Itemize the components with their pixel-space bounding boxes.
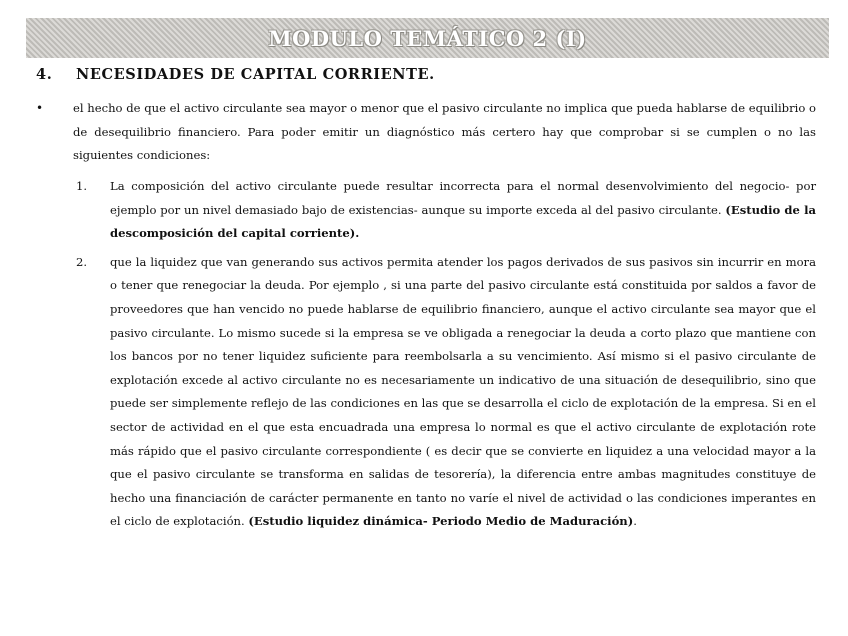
section-heading xyxy=(36,66,435,83)
list-item xyxy=(76,251,816,534)
list-item-number: 2. xyxy=(76,254,88,269)
list-item-body: La composición del activo circulante puede resultar incorrecta para el normal desenvolvimiento del negocio- por ejemplo por un nivel demasiado bajo de existencias- aunque su importe exceda al del pasivo circulante. xyxy=(110,179,816,217)
module-title: MODULO TEMÁTICO 2 (I) xyxy=(268,25,587,51)
section-number: 4. xyxy=(36,66,53,83)
bullet-icon: • xyxy=(36,101,44,115)
module-title-banner xyxy=(26,18,829,58)
list-item-bold-note: (Estudio de la descomposición del capital corriente). xyxy=(110,202,816,241)
section-title: NECESIDADES DE CAPITAL CORRIENTE. xyxy=(76,66,435,83)
list-item-text xyxy=(110,175,816,246)
intro-text: el hecho de que el activo circulante sea mayor o menor que el pasivo circulante no implica que pueda hablarse de equilibrio o de desequilibrio financiero. Para poder emitir un diagnóstico más certero hay que comprobar si se cumplen o no las siguientes condiciones: xyxy=(73,101,816,163)
list-item-bold-note: (Estudio liquidez dinámica- Periodo Medio de Maduración) xyxy=(248,514,634,529)
conditions-list xyxy=(76,175,816,539)
list-item-number: 1. xyxy=(76,179,88,193)
list-item xyxy=(76,175,816,246)
list-item-tail: . xyxy=(633,514,637,529)
list-item-body: que la liquidez que van generando sus activos permita atender los pagos derivados de sus pasivos sin incurrir en mora o tener que renegociar la deuda. Por ejemplo , si una parte del pasivo circulante está constituida por saldos a favor de proveedores que han vencido no puede hablarse de equilibrio financiero, aunque el activo circulante sea mayor que el pasivo circulante. Lo mismo sucede si la empresa se ve obligada a renegociar la deuda a corto plazo que mantiene con los bancos por no tener liquidez suficiente para reembolsarla a su vencimiento. Así mismo si el pasivo circulante de explotación excede al activo circulante no es necesariamente un indicativo de una situación de desequilibrio, sino que puede ser simplemente reflejo de las condiciones en las que se desarrolla el ciclo de explotación de la empresa. Si en el sector de actividad en el que esta encuadrada una empresa lo normal es que el activo circulante de explotación rote más rápido que el pasivo circulante correspondiente ( es decir que se convierte en liquidez a una velocidad mayor a la que el pasivo circulante se transforma en salidas de tesorería), la diferencia entre ambas magnitudes constituye de hecho una financiación de carácter permanente en tanto no varíe el nivel de actividad o las condiciones imperantes en el ciclo de explotación. xyxy=(110,254,816,529)
intro-paragraph xyxy=(36,97,816,168)
list-item-text xyxy=(110,251,816,534)
